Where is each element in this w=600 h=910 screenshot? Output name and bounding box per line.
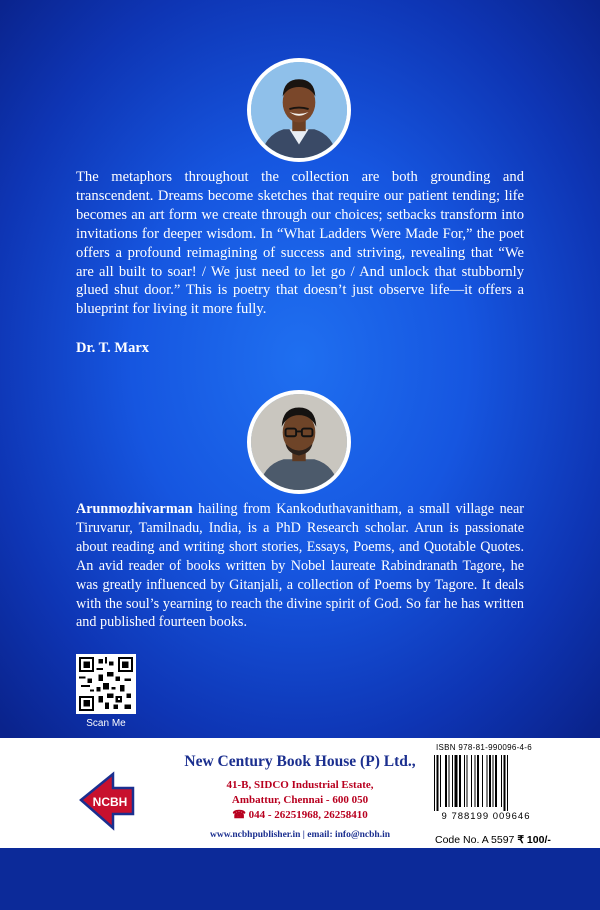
author-portrait [247, 390, 351, 494]
publisher-address-line1: 41-B, SIDCO Industrial Estate, [226, 779, 374, 791]
publisher-logo [77, 770, 137, 832]
isbn-label: ISBN 978-81-990096-4-6 [436, 743, 532, 752]
scan-me-label: Scan Me [86, 718, 126, 729]
code-number: Code No. A 5597 [435, 834, 515, 846]
reviewer-photo-icon [251, 62, 347, 158]
publisher-web-email: www.ncbhpublisher.in | email: info@ncbh.in [209, 830, 391, 840]
price: ₹ 100/- [517, 834, 551, 846]
reviewer-name: Dr. T. Marx [76, 340, 150, 356]
isbn-barcode [432, 743, 540, 822]
author-bio [76, 500, 524, 632]
code-and-price [435, 834, 551, 846]
author-bio-text: hailing from Kankoduthavanitham, a small village near Tiruvarur, Tamilnadu, India, is a PhD Research scholar. Arun is passionate about reading and writing short stories, Essays, Poems, and Quotable Quotes. An avid reader of books written by Nobel laureate Rabindranath Tagore, he was greatly influenced by Gitanjali, a collection of Poems by Tagore. It deals with the soul’s yearning to reach the divine spirit of God. So far he has written and published fourteen books. [76, 501, 524, 631]
logo-text: NCBH [92, 795, 128, 809]
reviewer-portrait [247, 58, 351, 162]
review-text: The metaphors throughout the collection are both grounding and transcendent. Dreams become sketches that require our patient tending; life becomes an art form we create through our choices; setbacks transform into invitations for deeper wisdom. In “What Ladders Were Made For,” the poet offers a profound reimagining of success and striving, revealing that “We are all built to soar! / We just need to let go / And unlock that stubbornly glued shut door.” This is poetry that doesn’t just observe life—it offers a blueprint for living it more fully. [76, 169, 524, 318]
ncbh-logo-icon [77, 770, 137, 832]
qr-code-icon [79, 657, 133, 711]
publisher-name: New Century Book House (P) Ltd., [184, 753, 416, 770]
qr-code[interactable] [76, 654, 136, 714]
barcode-icon [432, 755, 536, 811]
author-name: Arunmozhivarman [76, 501, 193, 517]
publisher-phone: ☎ 044 - 26251968, 26258410 [232, 809, 368, 821]
publisher-details [170, 752, 430, 842]
publisher-address-line2: Ambattur, Chennai - 600 050 [231, 794, 369, 806]
author-photo-icon [251, 394, 347, 490]
bottom-strip [0, 848, 600, 910]
barcode-digits: 9 788199 009646 [441, 811, 531, 822]
